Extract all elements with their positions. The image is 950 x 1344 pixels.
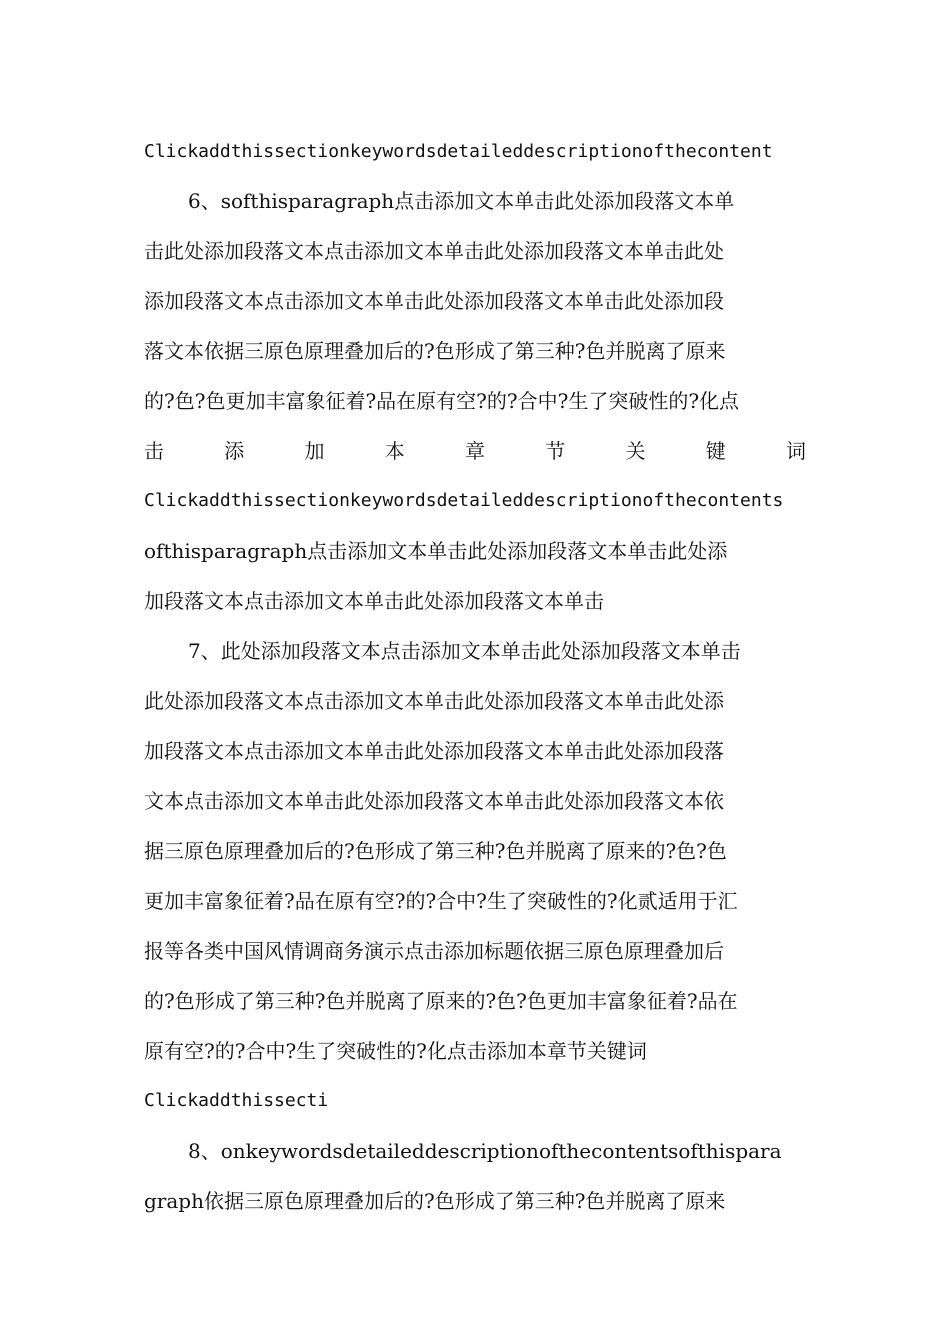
spaced-char: 词 bbox=[786, 439, 806, 463]
spaced-char: 击 bbox=[144, 439, 164, 463]
spaced-char: 添 bbox=[224, 439, 245, 463]
spaced-char: 节 bbox=[545, 439, 566, 463]
text-line-8: Clickaddthissectionkeywordsdetaileddescriptionofthecontents bbox=[144, 490, 784, 511]
text-line-4: 添加段落文本点击添加文本单击此处添加段落文本单击此处添加段 bbox=[144, 289, 724, 313]
text-line-3: 击此处添加段落文本点击添加文本单击此处添加段落文本单击此处 bbox=[144, 239, 724, 263]
text-line-22: graph依据三原色原理叠加后的?色形成了第三种?色并脱离了原来 bbox=[144, 1189, 726, 1213]
spaced-char: 加 bbox=[304, 439, 325, 463]
text-line-7-spaced bbox=[144, 436, 806, 466]
text-line-16: 更加丰富象征着?品在原有空?的?合中?生了突破性的?化贰适用于汇 bbox=[144, 889, 738, 913]
text-line-5: 落文本依据三原色原理叠加后的?色形成了第三种?色并脱离了原来 bbox=[144, 339, 726, 363]
spaced-char: 关 bbox=[625, 439, 646, 463]
text-line-9: ofthisparagraph点击添加文本单击此处添加段落文本单击此处添 bbox=[144, 539, 728, 563]
text-line-12: 此处添加段落文本点击添加文本单击此处添加段落文本单击此处添 bbox=[144, 689, 724, 713]
text-line-19: 原有空?的?合中?生了突破性的?化点击添加本章节关键词 bbox=[144, 1039, 647, 1063]
text-line-6: 的?色?色更加丰富象征着?品在原有空?的?合中?生了突破性的?化点 bbox=[144, 389, 740, 413]
text-line-13: 加段落文本点击添加文本单击此处添加段落文本单击此处添加段落 bbox=[144, 739, 724, 763]
text-line-14: 文本点击添加文本单击此处添加段落文本单击此处添加段落文本依 bbox=[144, 789, 724, 813]
text-line-17: 报等各类中国风情调商务演示点击添加标题依据三原色原理叠加后 bbox=[144, 939, 724, 963]
spaced-char: 本 bbox=[384, 439, 405, 463]
text-line-10: 加段落文本点击添加文本单击此处添加段落文本单击 bbox=[144, 589, 604, 613]
text-line-18: 的?色形成了第三种?色并脱离了原来的?色?色更加丰富象征着?品在 bbox=[144, 989, 738, 1013]
text-line-15: 据三原色原理叠加后的?色形成了第三种?色并脱离了原来的?色?色 bbox=[144, 839, 727, 863]
spaced-char: 键 bbox=[705, 439, 726, 463]
spaced-char: 章 bbox=[465, 439, 485, 463]
text-line-20: Clickaddthissecti bbox=[144, 1090, 329, 1111]
text-line-1: Clickaddthissectionkeywordsdetaileddescriptionofthecontent bbox=[144, 141, 773, 162]
text-line-11: 7、此处添加段落文本点击添加文本单击此处添加段落文本单击 bbox=[188, 639, 741, 663]
text-line-2: 6、softhisparagraph点击添加文本单击此处添加段落文本单 bbox=[188, 189, 735, 213]
text-line-21: 8、onkeywordsdetaileddescriptionofthecontentsofthispara bbox=[188, 1139, 782, 1163]
